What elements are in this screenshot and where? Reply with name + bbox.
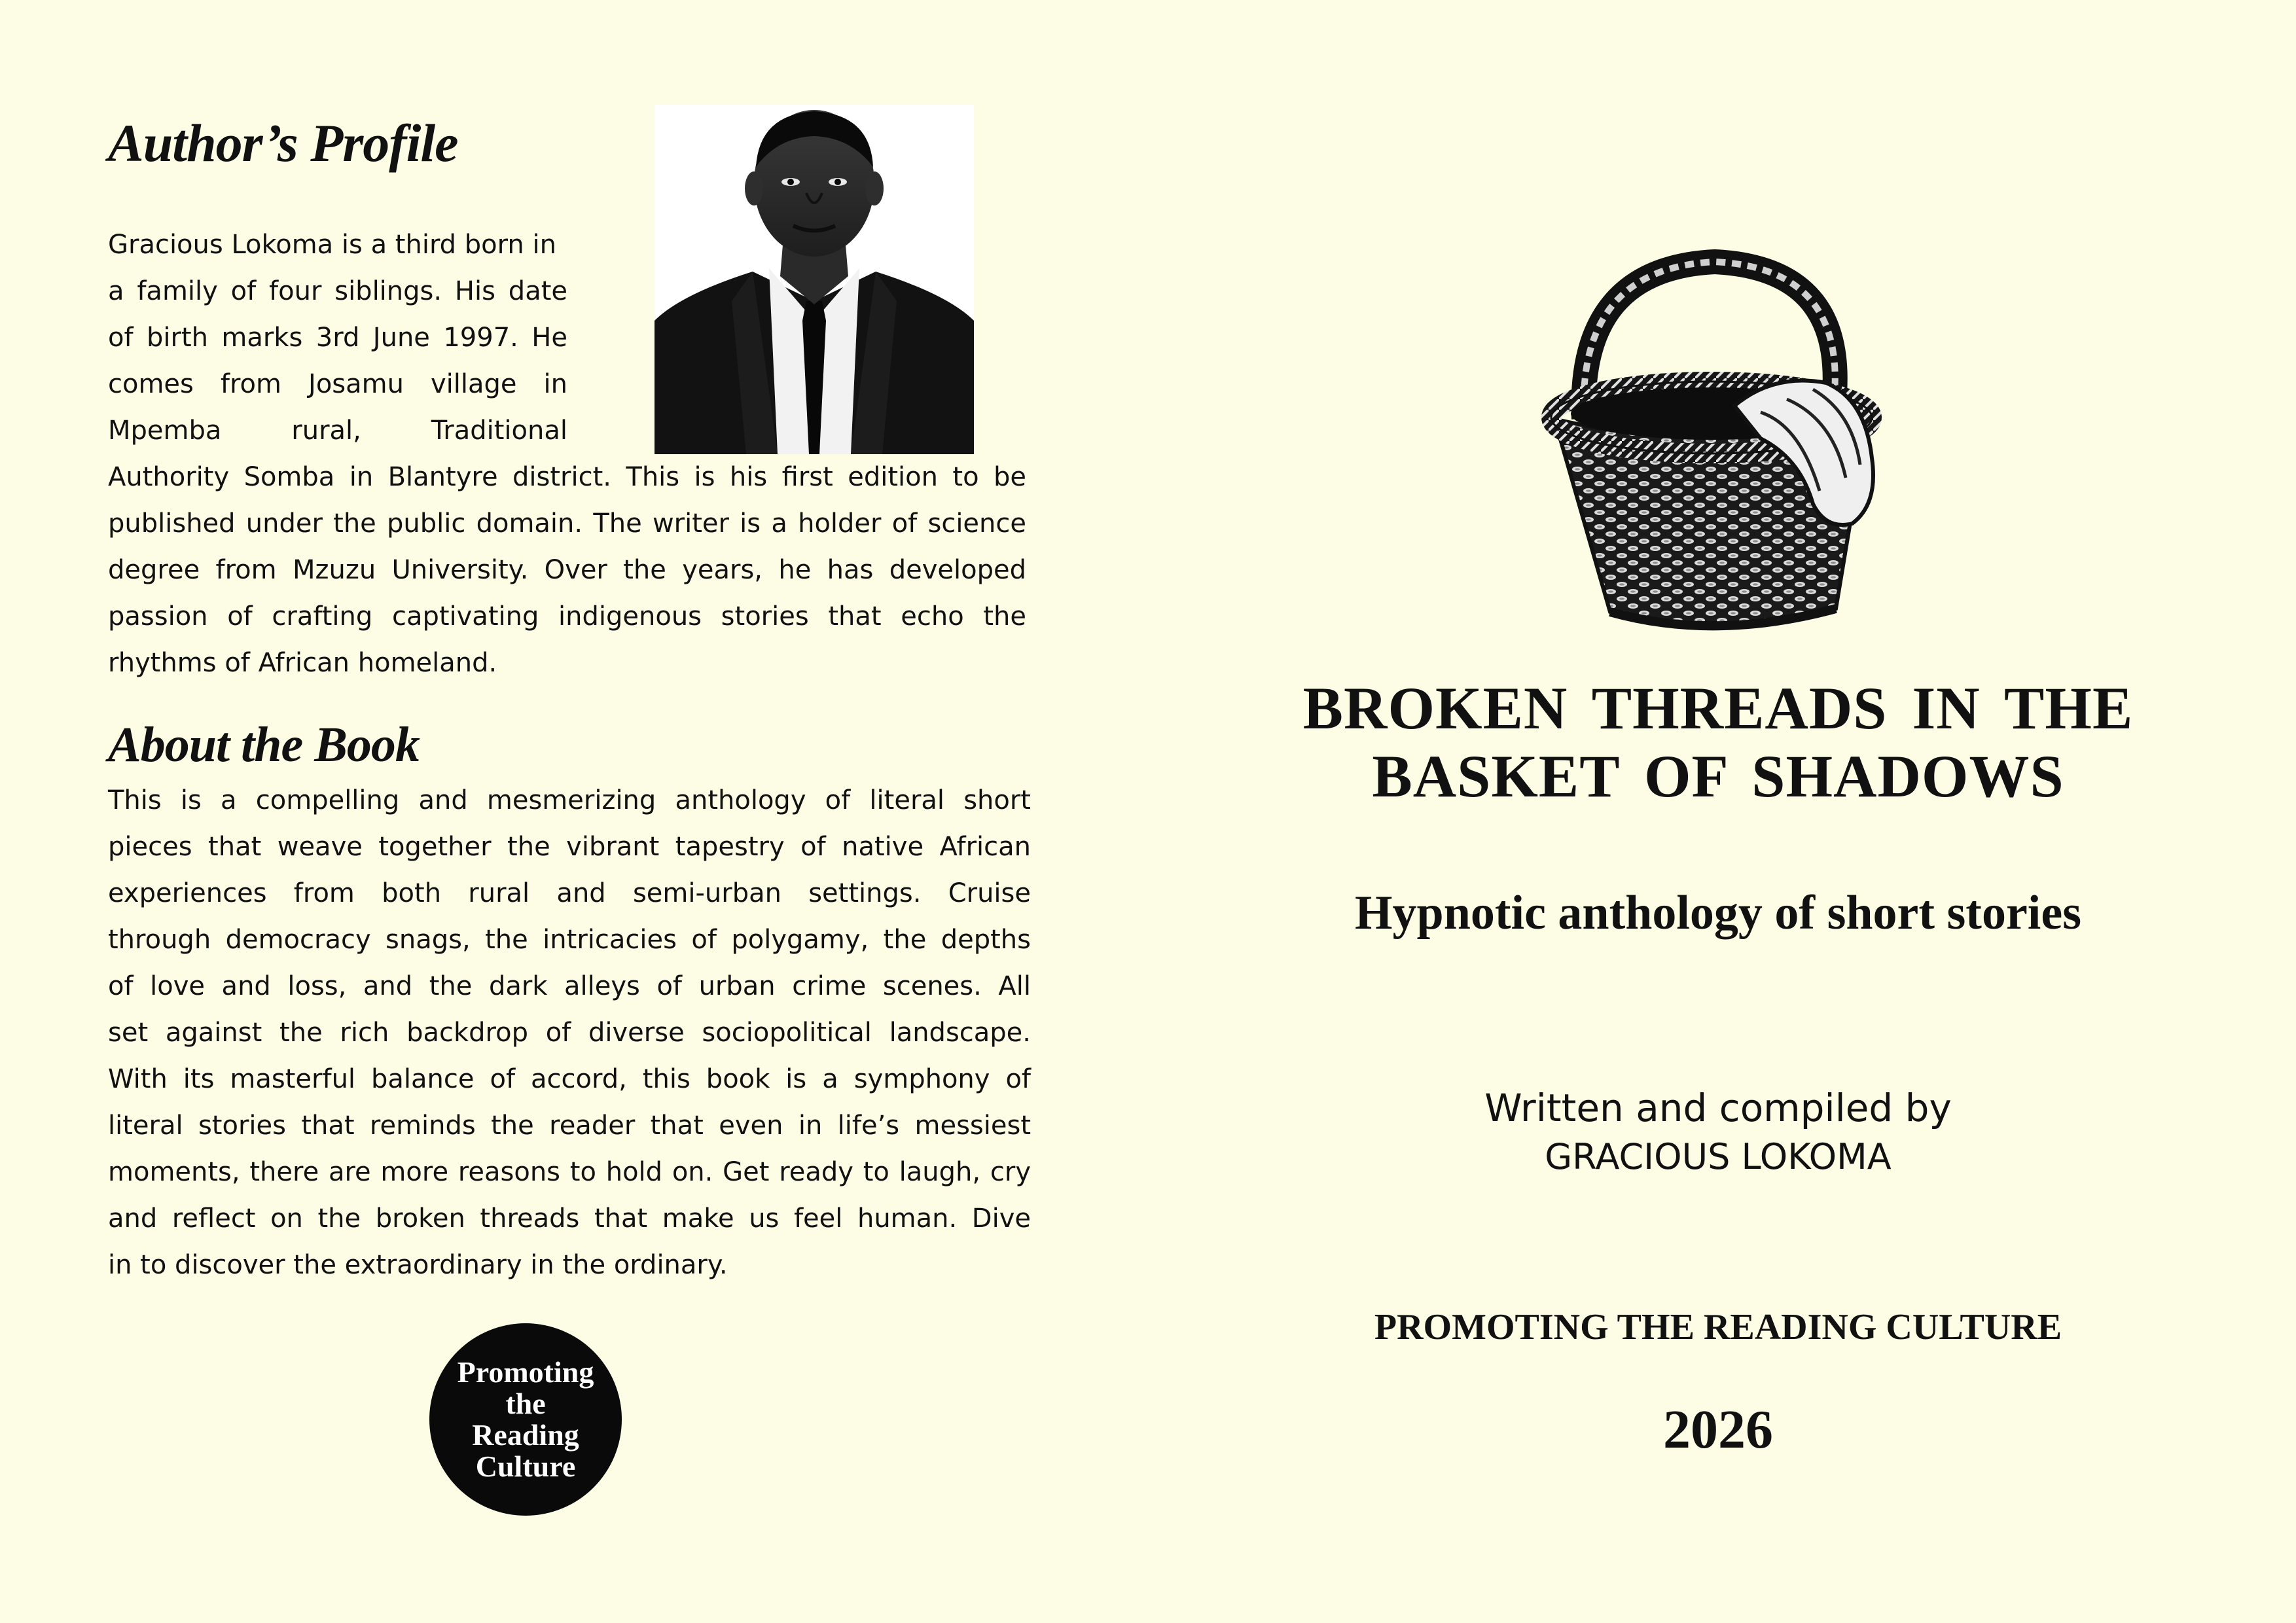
credit-label: Written and compiled by (1484, 1086, 1952, 1130)
reading-culture-badge (429, 1323, 622, 1516)
author-name: GRACIOUS LOKOMA (1545, 1136, 1892, 1177)
text-line: and reflect on the broken threads that make us feel human. Dive (108, 1204, 1031, 1234)
text-line: a family of four siblings. His date (108, 276, 567, 306)
text-line: rhythms of African homeland. (108, 648, 497, 678)
text-line: passion of crafting captivating indigenous stories that echo the (108, 601, 1026, 632)
basket-illustration (1538, 242, 1892, 641)
text-line: With its masterful balance of accord, this book is a symphony of (108, 1064, 1031, 1094)
author-photo (655, 105, 974, 454)
text-line: set against the rich backdrop of diverse sociopolitical landscape. (108, 1018, 1031, 1048)
text-line: Authority Somba in Blantyre district. This is his first edition to be (108, 462, 1026, 492)
text-line: comes from Josamu village in (108, 369, 567, 399)
title-line: BASKET OF SHADOWS (1372, 743, 2064, 810)
book-subtitle: Hypnotic anthology of short stories (1355, 886, 2081, 940)
text-line: of love and loss, and the dark alleys of urban crime scenes. All (108, 971, 1031, 1001)
text-line: of birth marks 3rd June 1997. He (108, 323, 567, 353)
book-title (1178, 674, 2258, 810)
badge-line: Promoting (457, 1355, 594, 1389)
about-book-heading: About the Book (108, 717, 420, 772)
text-line: This is a compelling and mesmerizing anthology of literal short (108, 785, 1031, 815)
text-line: degree from Mzuzu University. Over the years, he has developed (108, 555, 1026, 585)
text-line: moments, there are more reasons to hold on. Get ready to laugh, cry (108, 1157, 1031, 1187)
author-profile-text-full-width (108, 454, 1026, 687)
badge-line: Culture (475, 1450, 576, 1483)
text-line: published under the public domain. The writer is a holder of science (108, 508, 1026, 539)
author-profile-heading: Author’s Profile (108, 113, 458, 173)
slogan: PROMOTING THE READING CULTURE (1374, 1307, 2062, 1347)
text-line: in to discover the extraordinary in the ordinary. (108, 1250, 728, 1280)
text-line: experiences from both rural and semi-urban settings. Cruise (108, 878, 1031, 908)
publication-year: 2026 (1663, 1399, 1773, 1460)
text-line: Gracious Lokoma is a third born in (108, 230, 556, 260)
author-profile-text-beside-photo (108, 222, 567, 454)
text-line: literal stories that reminds the reader that even in life’s messiest (108, 1111, 1031, 1141)
title-line: BROKEN THREADS IN THE (1302, 675, 2134, 741)
badge-line: Reading (472, 1418, 579, 1452)
badge-line: the (505, 1387, 546, 1420)
text-line: Mpemba rural, Traditional (108, 416, 567, 446)
text-line: pieces that weave together the vibrant tapestry of native African (108, 832, 1031, 862)
about-book-text (108, 777, 1031, 1289)
text-line: through democracy snags, the intricacies of polygamy, the depths (108, 925, 1031, 955)
